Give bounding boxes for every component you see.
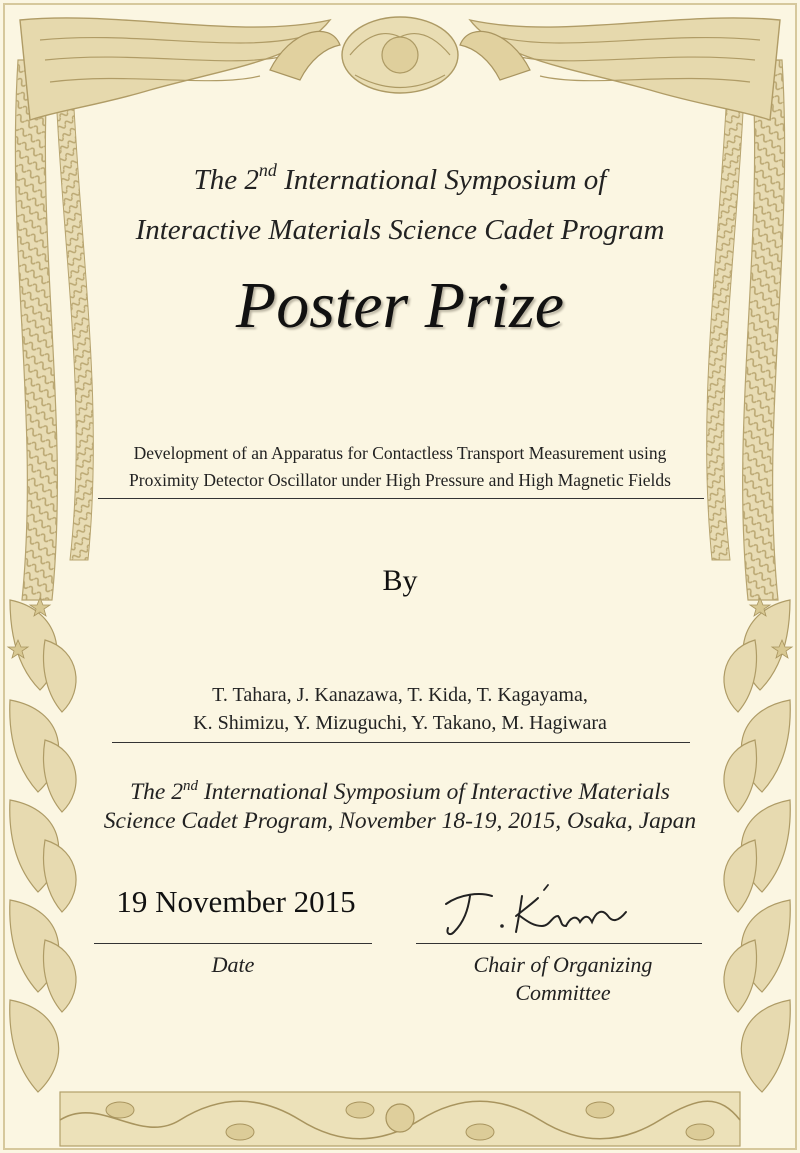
left-phoenix-ornament [20,18,340,120]
poster-title-line1: Development of an Apparatus for Contactless Transport Measurement using [133,443,667,463]
right-leaf-border [724,600,790,1092]
event-line1 [0,778,800,806]
date-rule [94,943,372,944]
authors-line2: K. Shimizu, Y. Mizuguchi, Y. Takano, M. Hagiwara [193,712,607,734]
chair-label-line2: Committee [515,980,611,1005]
left-leaf-border [10,600,76,1092]
chair-signature [440,882,640,942]
event-line1-prefix: The 2 [130,779,183,805]
signature-rule [416,943,702,944]
event-line1-superscript: nd [182,778,198,794]
by-label: By [382,564,418,597]
event-line1-suffix: International Symposium of Interactive Materials [197,779,670,805]
right-phoenix-ornament [460,18,780,120]
bottom-vine-border [60,1092,740,1146]
date-label: Date [211,952,255,977]
poster-title-line2: Proximity Detector Oscillator under High Pressure and High Magnetic Fields [129,470,671,490]
header-line1-suffix: International Symposium of [276,164,607,196]
event-line2: Science Cadet Program, November 18-19, 2015, Osaka, Japan [103,808,697,834]
chair-label-line1: Chair of Organizing [473,952,653,977]
authors-rule [112,742,690,743]
symposium-header-line2: Interactive Materials Science Cadet Program [135,214,665,246]
authors-line1: T. Tahara, J. Kanazawa, T. Kida, T. Kagayama, [212,684,588,706]
symposium-header-line1 [0,160,800,197]
header-line1-superscript: nd [258,160,277,180]
poster-title-rule [98,498,704,499]
header-line1-prefix: The 2 [193,164,259,196]
star-ornaments [8,598,792,658]
date-value: 19 November 2015 [116,884,356,919]
top-crest-ornament [342,17,458,93]
certificate-title: Poster Prize [235,269,565,342]
